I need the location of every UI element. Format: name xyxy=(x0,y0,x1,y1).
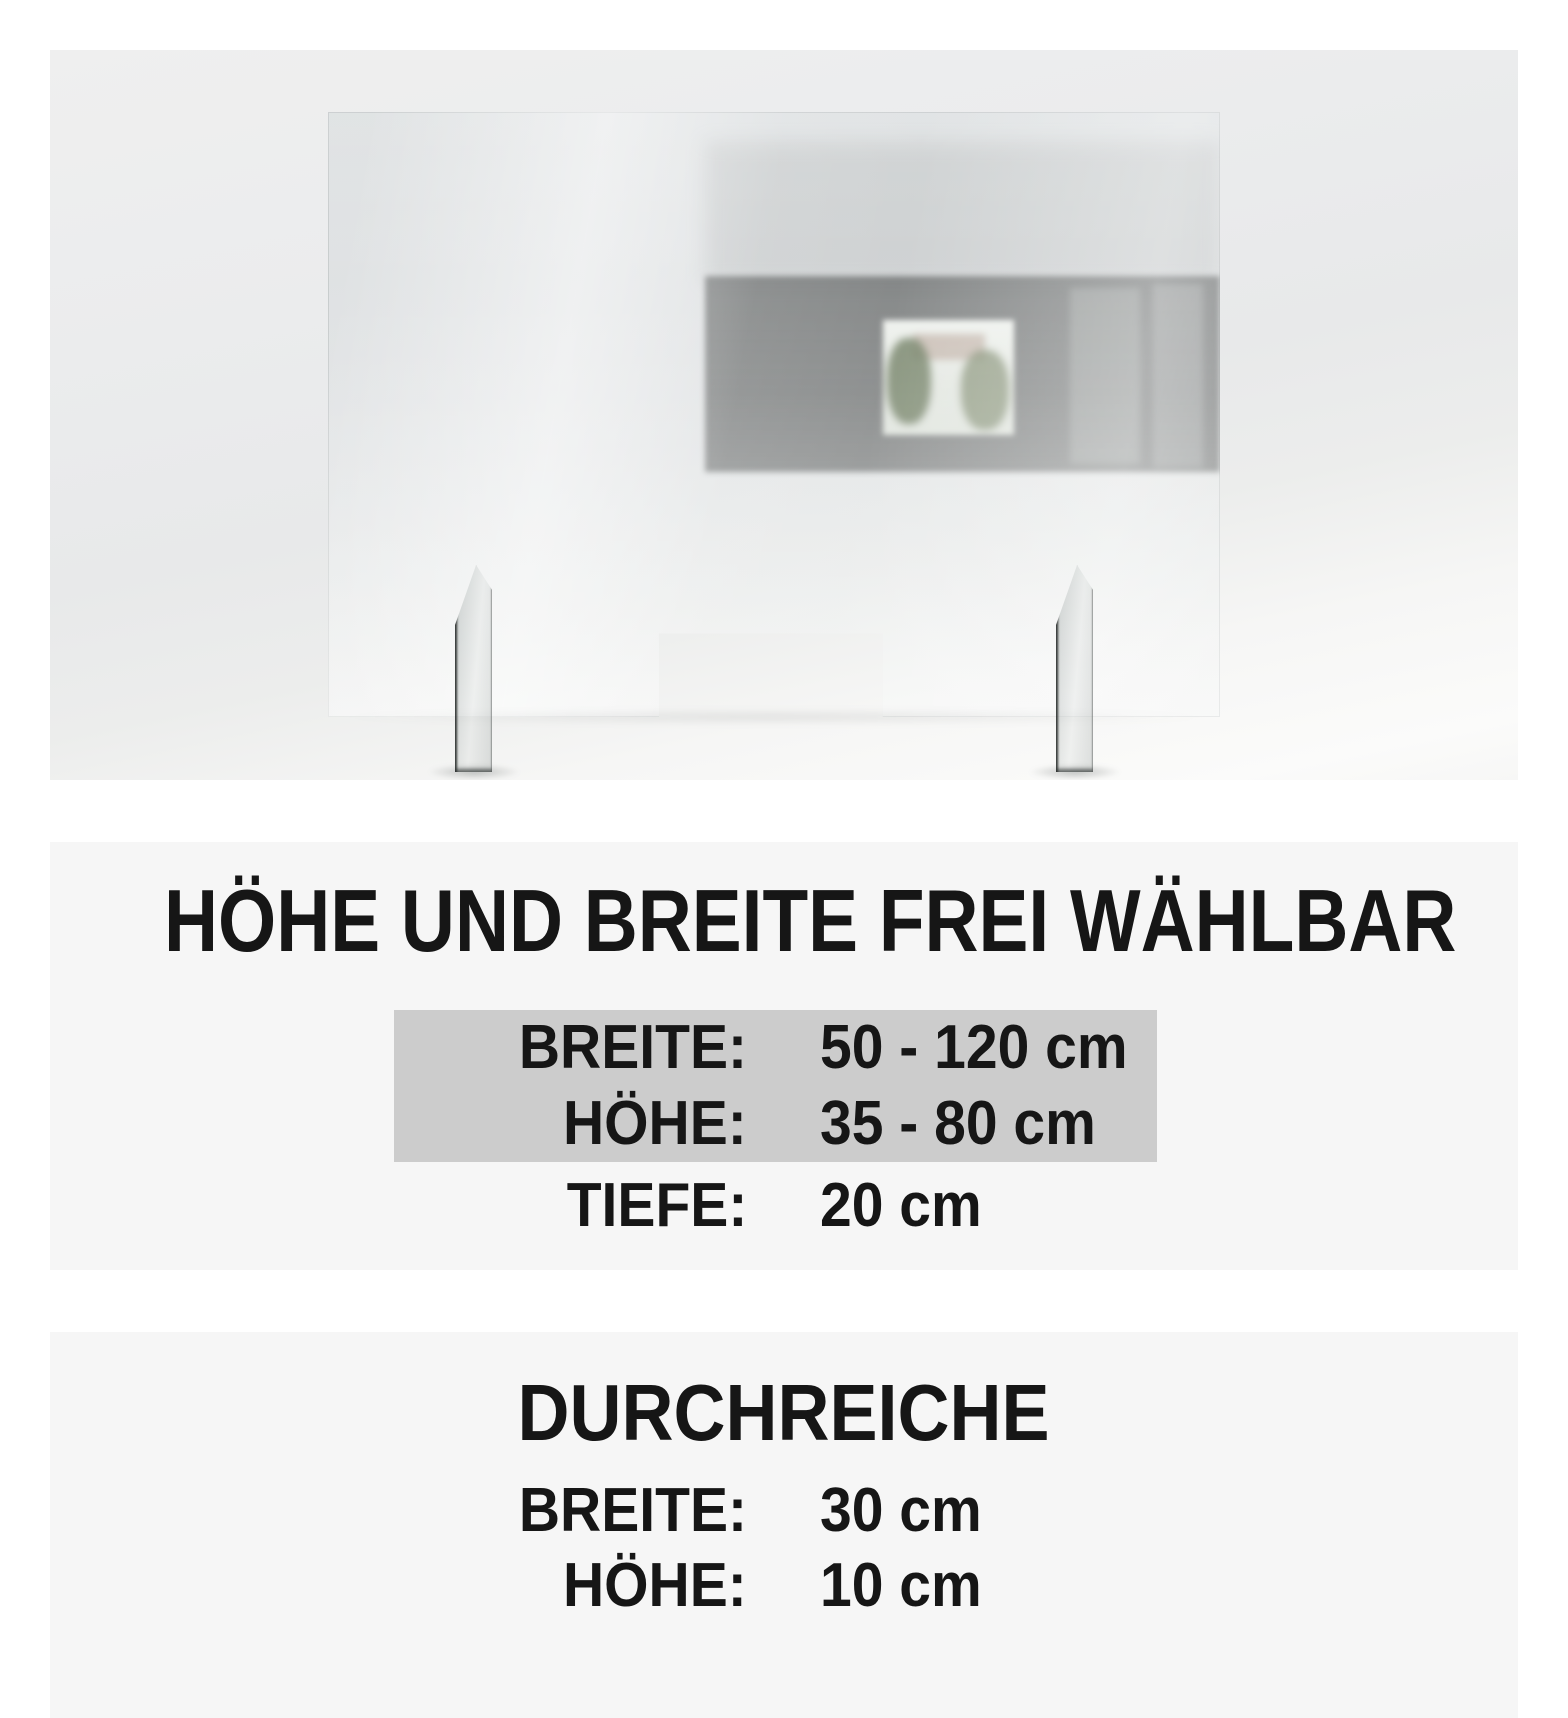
spec-label: BREITE: xyxy=(518,1476,747,1545)
spec-label: HÖHE: xyxy=(563,1089,747,1158)
spec-value: 30 cm xyxy=(820,1476,982,1545)
spec-label: HÖHE: xyxy=(563,1551,747,1620)
durchreiche-section xyxy=(50,1332,1518,1718)
spec-label: BREITE: xyxy=(518,1013,747,1082)
highlight-band xyxy=(394,1010,1157,1162)
dimensions-rows xyxy=(394,1010,1157,1244)
spec-row-breite xyxy=(394,1010,1157,1086)
spec-row-breite xyxy=(394,1473,1157,1548)
spec-row-tiefe xyxy=(394,1168,1157,1244)
spec-row-hoehe xyxy=(394,1086,1157,1162)
spec-value: 10 cm xyxy=(820,1551,982,1620)
dimensions-section xyxy=(50,842,1518,1270)
spec-value: 35 - 80 cm xyxy=(820,1089,1096,1158)
spec-value: 20 cm xyxy=(820,1171,982,1240)
foot-shadow-right xyxy=(1027,764,1123,780)
product-photo xyxy=(50,50,1518,780)
spec-label: TIEFE: xyxy=(566,1171,747,1240)
durchreiche-heading xyxy=(50,1368,1518,1457)
durchreiche-heading-text: DURCHREICHE xyxy=(517,1368,1051,1457)
dimensions-heading xyxy=(50,871,1518,970)
spec-value: 50 - 120 cm xyxy=(820,1013,1128,1082)
dimensions-heading-text: HÖHE UND BREITE FREI WÄHLBAR xyxy=(164,871,1457,970)
foot-shadow-left xyxy=(426,764,522,780)
spec-row-hoehe xyxy=(394,1548,1157,1623)
durchreiche-rows xyxy=(394,1473,1157,1623)
